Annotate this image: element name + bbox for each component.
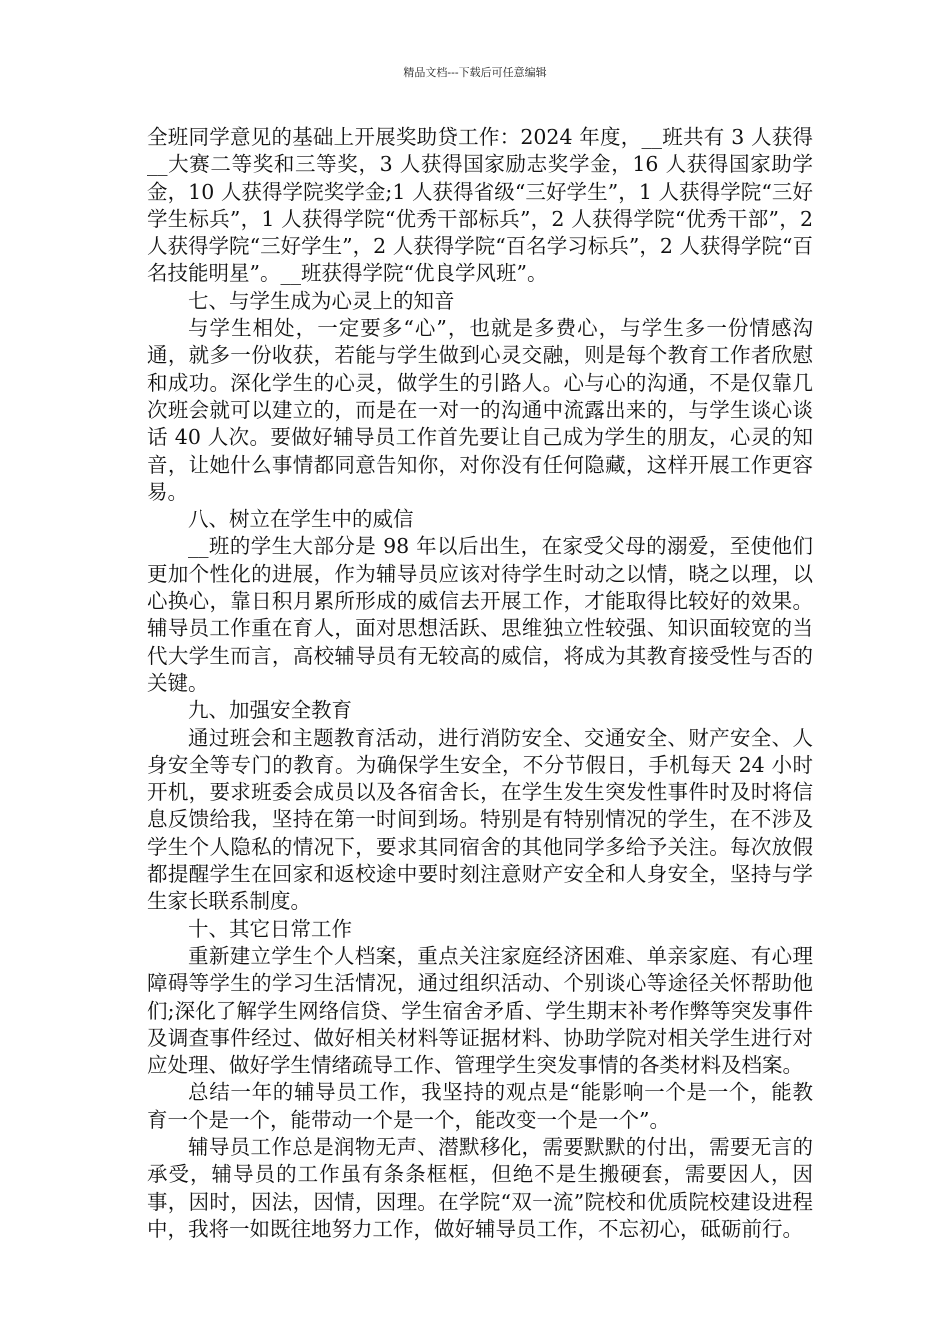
paragraph-closing: 辅导员工作总是润物无声、潜默移化，需要默默的付出，需要无言的承受，辅导员的工作虽有条条框框，但绝不是生搬硬套，需要因人，因事，因时，因法，因情，因理。在学院“双一流”院校和优质院校建设进程中，我将一如既往地努力工作，做好辅导员工作，不忘初心，砥砺前行。 bbox=[147, 1134, 813, 1241]
section-heading-8: 八、树立在学生中的威信 bbox=[188, 507, 414, 532]
paragraph-section-7: 与学生相处，一定要多“心”，也就是多费心，与学生多一份情感沟通，就多一份收获，若能与学生做到心灵交融，则是每个教育工作者欣慰和成功。深化学生的心灵，做学生的引路人。心与心的沟通，不是仅靠几次班会就可以建立的，而是在一对一的沟通中流露出来的，与学生谈心谈话 40 人次。要做好辅导员工作首先要让自己成为学生的朋友，心灵的知音，让她什么事情都同意告知你，对你没有任何隐藏，这样开展工作更容易。 bbox=[147, 316, 813, 504]
paragraph-section-9: 通过班会和主题教育活动，进行消防安全、交通安全、财产安全、人身安全等专门的教育。为确保学生安全，不分节假日，手机每天 24 小时开机，要求班委会成员以及各宿舍长，在学生发生突发性事件时及时将信息反馈给我，坚持在第一时间到场。特别是有特别情况的学生，在不涉及学生个人隐私的情况下，要求其同宿舍的其他同学多给予关注。每次放假都提醒学生在回家和返校途中要时刻注意财产安全和人身安全，坚持与学生家长联系制度。 bbox=[147, 725, 813, 914]
paragraph-section-10: 重新建立学生个人档案，重点关注家庭经济困难、单亲家庭、有心理障碍等学生的学习生活情况，通过组织活动、个别谈心等途径关怀帮助他们;深化了解学生网络信贷、学生宿舍矛盾、学生期末补考作弊等突发事件及调查事件经过、做好相关材料等证据材料、协助学院对相关学生进行对应处理、做好学生情绪疏导工作、管理学生突发事情的各类材料及档案。 bbox=[147, 943, 813, 1078]
document-body bbox=[147, 124, 813, 1243]
paragraph-summary: 总结一年的辅导员工作，我坚持的观点是“能影响一个是一个，能教育一个是一个，能带动一个是一个，能改变一个是一个”。 bbox=[147, 1080, 813, 1132]
section-heading-9: 九、加强安全教育 bbox=[188, 698, 352, 723]
section-heading-10: 十、其它日常工作 bbox=[188, 916, 352, 941]
paragraph-section-8: __班的学生大部分是 98 年以后出生，在家受父母的溺爱，至使他们更加个性化的进展，作为辅导员应该对待学生时动之以情，晓之以理，以心换心，靠日积月累所形成的威信去开展工作，才能取得比较好的效果。辅导员工作重在育人，面对思想活跃、思维独立性较强、知识面较宽的当代大学生而言，高校辅导员有无较高的威信，将成为其教育接受性与否的关键。 bbox=[147, 534, 813, 695]
page-header: 精品文档---下载后可任意编辑 bbox=[403, 66, 547, 79]
section-heading-7: 七、与学生成为心灵上的知音 bbox=[188, 288, 455, 313]
paragraph-awards-continuation: 全班同学意见的基础上开展奖助贷工作：2024 年度，__班共有 3 人获得__大赛二等奖和三等奖，3 人获得国家励志奖学金，16 人获得国家助学金，10 人获得学院奖学金;1 人获得省级“三好学生”，1 人获得学院“三好学生标兵”，1 人获得学院“优秀干部标兵”，2 人获得学院“优秀干部”，2 人获得学院“三好学生”，2 人获得学院“百名学习标兵”，2 人获得学院“百名技能明星”。__班获得学院“优良学风班”。 bbox=[147, 125, 813, 286]
